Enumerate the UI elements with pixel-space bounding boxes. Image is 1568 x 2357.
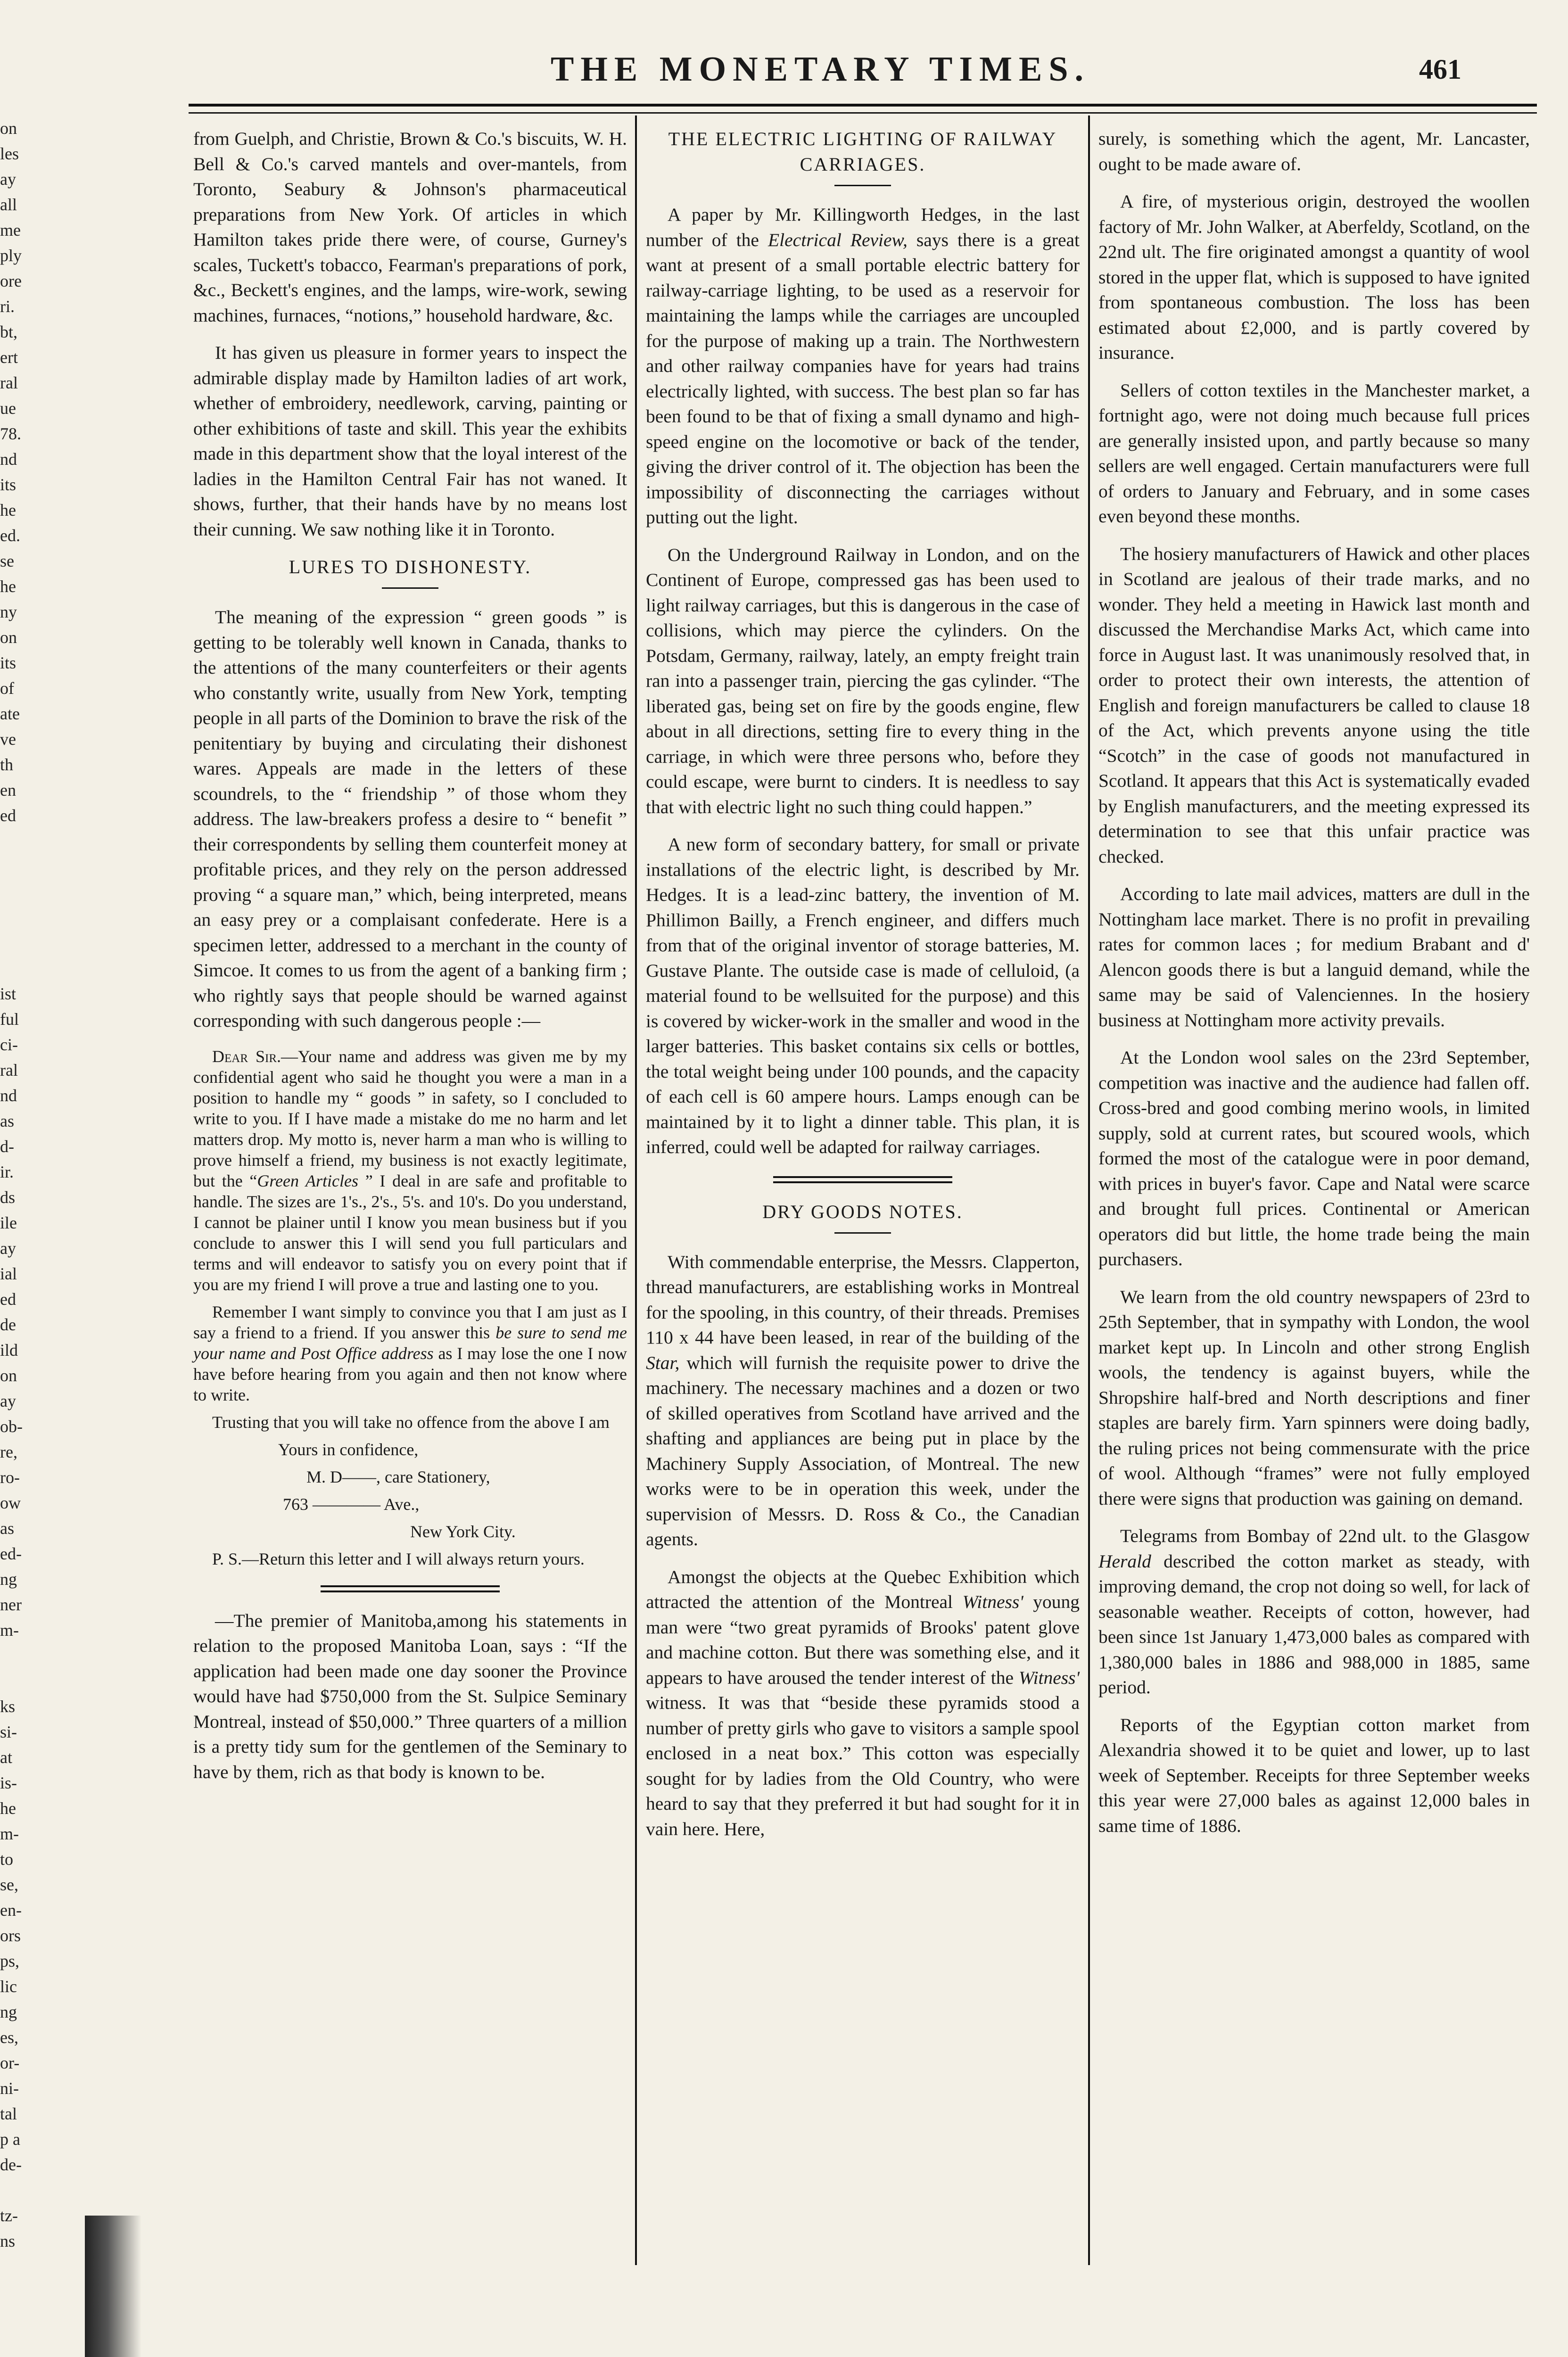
column-3: [1098, 126, 1530, 1851]
edge-fragment: en: [0, 781, 16, 799]
edge-fragment: les: [0, 144, 19, 163]
paragraph: Telegrams from Bombay of 22nd ult. to the Glasgow Herald described the cotton market as steady, with improving demand, the crop not doing so well, for lack of seasonable weather. Receipts of cotton, however, had been since 1st January 1,473,000 bales as compared with 1,380,000 bales in 1886 and 988,000 in 1885, same period.: [1098, 1525, 1530, 1698]
paragraph: The meaning of the expression “ green goods ” is getting to be tolerably well known in Canada, thanks to the attentions of the many counterfeiters or their agents who constantly write, usually from New York, tempting people in all parts of the Dominion to brave the risk of the penitentiary by buying and circulating their dishonest wares. Appeals are made in the letters of these scoundrels, to the “ friendship ” of those whom they address. The law-breakers profess a desire to “ benefit ” their correspondents by selling them counterfeit money at profitable prices, and they rely on the person addressed proving “ a square man,” which, being interpreted, means an easy prey or a complaisant confederate. Here is a specimen letter, addressed to a merchant in the county of Simcoe. It comes to us from the agent of a banking firm ; who rightly says that people should be warned against corresponding with such dangerous people :—: [193, 607, 627, 1031]
edge-fragment: is-: [0, 1773, 17, 1792]
edge-fragment: ps,: [0, 1952, 20, 1970]
heading-rule: [382, 587, 438, 589]
edge-fragment: ng: [0, 2003, 17, 2021]
letter-paragraph: Trusting that you will take no offence from the above I am: [212, 1412, 610, 1432]
edge-fragment: ni-: [0, 2079, 19, 2098]
edge-fragment: he: [0, 1799, 16, 1818]
edge-fragment: ner: [0, 1595, 22, 1614]
edge-fragment: or-: [0, 2053, 20, 2072]
paragraph: A paper by Mr. Killingworth Hedges, in the last number of the Electrical Review, says there is a great want at present of a small portable electric battery for railway-carriage lighting, to be used as a reservoir for maintaining the lamps while the carriages are uncoupled for the purpose of making up a train. The Northwestern and other railway companies have for years had trains electrically lighted, with success. The best plan so far has been found to be that of fixing a small dynamo and high-speed engine on the locomotive or back of the tender, giving the driver control of it. The objection has been the impossibility of disconnecting the carriages without putting out the light.: [646, 204, 1080, 527]
edge-fragment: ay: [0, 1239, 16, 1258]
facing-page-edge-text: [0, 115, 28, 2331]
edge-fragment: ert: [0, 348, 18, 367]
edge-fragment: tal: [0, 2104, 17, 2123]
newspaper-title: THE MONETARY TIMES.: [551, 50, 1090, 89]
edge-fragment: ed-: [0, 1544, 22, 1563]
edge-fragment: en-: [0, 1901, 22, 1920]
masthead-rule-thin: [189, 112, 1537, 114]
paragraph: According to late mail advices, matters are dull in the Nottingham lace market. There is no profit in prevailing rates for common laces ; for medium Brabant and d' Alencon goods there is but a languid demand, while the same may be said of Valenciennes. In the hosiery business at Nottingham more activity prevails.: [1098, 883, 1530, 1030]
section-double-rule: [321, 1585, 500, 1592]
paragraph: Sellers of cotton textiles in the Manchester market, a fortnight ago, were not doing much because full prices are generally insisted upon, and partly because so many sellers are well engaged. Certain manufacturers were full of orders to January and February, and in some cases even beyond these months.: [1098, 379, 1530, 527]
letter-postscript: P. S.—Return this letter and I will always return yours.: [212, 1549, 585, 1568]
edge-fragment: ro-: [0, 1468, 20, 1487]
masthead: [179, 49, 1461, 97]
column-divider: [635, 115, 637, 2265]
edge-fragment: ed: [0, 806, 16, 825]
edge-fragment: ir.: [0, 1162, 14, 1181]
edge-fragment: tz-: [0, 2206, 18, 2225]
edge-fragment: [0, 879, 28, 905]
edge-fragment: ow: [0, 1493, 21, 1512]
edge-fragment: ply: [0, 246, 22, 265]
letter-signature: 763 ———— Ave.,: [283, 1494, 420, 1514]
edge-fragment: si-: [0, 1722, 17, 1741]
edge-fragment: on: [0, 119, 17, 138]
edge-fragment: d-: [0, 1137, 14, 1156]
paragraph: A new form of secondary battery, for small or private installations of the electric light, is described by Mr. Hedges. It is a lead-zinc battery, the invention of M. Phillimon Bailly, a French engineer, and differs much from that of the original inventor of storage batteries, M. Gustave Plante. The outside case is made of celluloid, (a material found to be wellsuited for the purpose) and this is covered by wicker-work in the smaller and wood in the larger batteries. This basket contains six cells or bottles, the total weight being under 100 pounds, and the capacity of each cell is 60 ampere hours. Lamps enough can be maintained by it to light a dinner table. This plan, it is inferred, could well be adapted for railway carriages.: [646, 834, 1080, 1157]
edge-fragment: to: [0, 1850, 14, 1869]
edge-fragment: ile: [0, 1213, 17, 1232]
letter-paragraph: Remember I want simply to convince you that I am just as I say a friend to a friend. If you answer this be sure to send me your name and Post Office address as I may lose the one I now have before hearing from you again and then not know where to write.: [193, 1302, 627, 1404]
edge-fragment: at: [0, 1748, 12, 1767]
edge-fragment: nd: [0, 1086, 17, 1105]
edge-fragment: es,: [0, 2028, 18, 2047]
edge-fragment: ny: [0, 602, 17, 621]
column-2: [646, 126, 1080, 1854]
paragraph: We learn from the old country newspapers of 23rd to 25th September, that in sympathy with London, the wool market kept up. In Lincoln and other strong English wools, the tendency is against buyers, while the Shropshire half-bred and North descriptions and finer staples are barely firm. Yarn spinners were doing badly, the ruling prices not being commensurate with the price of wool. Although “frames” were not fully employed there were signs that production was gaining on demand.: [1098, 1286, 1530, 1509]
edge-fragment: ve: [0, 730, 16, 749]
heading-rule: [834, 185, 891, 186]
edge-fragment: he: [0, 501, 16, 519]
edge-fragment: ful: [0, 1010, 19, 1029]
edge-fragment: 78.: [0, 424, 21, 443]
edge-fragment: [0, 956, 28, 981]
edge-fragment: all: [0, 195, 17, 214]
edge-fragment: ore: [0, 272, 22, 290]
edge-fragment: se,: [0, 1875, 18, 1894]
edge-fragment: bt,: [0, 322, 18, 341]
edge-fragment: [0, 1668, 28, 1694]
edge-fragment: ate: [0, 704, 20, 723]
edge-fragment: its: [0, 475, 17, 494]
paragraph: It has given us pleasure in former years to inspect the admirable display made by Hamilton ladies of art work, whether of embroidery, needlework, carving, painting or other exhibitions of taste and skill. This year the exhibits made in this department show that the loyal interest of the ladies in the Hamilton Central Fair has not waned. It shows, further, that their hands have by no means lost their cunning. We saw nothing like it in Toronto.: [193, 342, 627, 540]
column-divider: [1088, 115, 1090, 2265]
edge-fragment: he: [0, 577, 16, 596]
quoted-letter: [193, 1046, 627, 1569]
binding-shadow: [85, 2216, 141, 2357]
edge-fragment: m-: [0, 1621, 19, 1640]
edge-fragment: ral: [0, 373, 18, 392]
edge-fragment: as: [0, 1519, 14, 1538]
edge-fragment: th: [0, 755, 14, 774]
letter-signature: New York City.: [410, 1522, 516, 1541]
edge-fragment: ild: [0, 1341, 18, 1360]
heading-rule: [834, 1232, 891, 1234]
edge-fragment: ed: [0, 1290, 16, 1309]
edge-fragment: nd: [0, 450, 17, 469]
paragraph: On the Underground Railway in London, and on the Continent of Europe, compressed gas has been used to light railway carriages, but this is dangerous in the case of collisions, which may pierce the cylinders. On the Potsdam, Germany, railway, lately, an empty freight train ran into a passenger train, piercing the gas cylinder. “The liberated gas, being set on fire by the goods engine, flew about in all directions, setting fire to every thing in the carriage, in which were three persons who, before they could escape, were burnt to cinders. It is needless to say that with electric light no such thing could happen.”: [646, 544, 1080, 817]
edge-fragment: ist: [0, 984, 17, 1003]
edge-fragment: ral: [0, 1061, 18, 1080]
section-double-rule: [773, 1176, 952, 1183]
edge-fragment: ial: [0, 1264, 17, 1283]
edge-fragment: de: [0, 1315, 16, 1334]
edge-fragment: lic: [0, 1977, 17, 1996]
edge-fragment: ob-: [0, 1417, 23, 1436]
paragraph: A fire, of mysterious origin, destroyed the woollen factory of Mr. John Walker, at Aberfeldy, Scotland, on the 22nd ult. The fire originated amongst a quantity of wool stored in the upper flat, which is supposed to have ignited from spontaneous combustion. The loss has been estimated about £2,000, and is partly covered by insurance.: [1098, 191, 1530, 363]
paragraph: surely, is something which the agent, Mr. Lancaster, ought to be made aware of.: [1098, 128, 1530, 174]
edge-fragment: me: [0, 221, 21, 239]
edge-fragment: ors: [0, 1926, 21, 1945]
edge-fragment: ci-: [0, 1035, 18, 1054]
edge-fragment: [0, 905, 28, 930]
edge-fragment: ng: [0, 1570, 17, 1589]
edge-fragment: its: [0, 653, 17, 672]
edge-fragment: of: [0, 679, 14, 698]
article-heading: THE ELECTRIC LIGHTING OF RAILWAY CARRIAGES.: [668, 128, 1057, 175]
letter-signature: M. D——, care Stationery,: [306, 1467, 490, 1486]
edge-fragment: as: [0, 1112, 14, 1130]
edge-fragment: re,: [0, 1442, 17, 1461]
edge-fragment: on: [0, 628, 17, 647]
edge-fragment: ks: [0, 1697, 16, 1716]
paragraph: —The premier of Manitoba,among his statements in relation to the proposed Manitoba Loan, says : “If the application had been made one day sooner the Province would have had $750,000 from the St. Sulpice Seminary Montreal, instead of $50,000.” Three quarters of a million is a pretty tidy sum for the gentlemen of the Seminary to have by them, rich as that body is known to be.: [193, 1610, 627, 1782]
page-number: 461: [1419, 54, 1461, 85]
edge-fragment: [0, 930, 28, 956]
paragraph: Reports of the Egyptian cotton market from Alexandria showed it to be quiet and lower, up to last week of September. Receipts for three September weeks this year were 27,000 bales as against 12,000 bales in same time of 1886.: [1098, 1714, 1530, 1836]
edge-fragment: ed.: [0, 526, 20, 545]
edge-fragment: ue: [0, 399, 16, 418]
letter-signature: Yours in confidence,: [278, 1440, 419, 1459]
paragraph: With commendable enterprise, the Messrs. Clapperton, thread manufacturers, are establishing works in Montreal for the spooling, in this country, of their threads. Premises 110 x 44 have been leased, in rear of the building of the Star, which will furnish the requisite power to drive the machinery. The necessary machines and a dozen or two of skilled operatives from Scotland have arrived and the shafting and appliances are being put in place by the Machinery Supply Association, of Montreal. The new works were to be in operation this week, under the supervision of Messrs. D. Ross & Co., the Canadian agents.: [646, 1251, 1080, 1549]
edge-fragment: p a: [0, 2130, 20, 2149]
column-1: [193, 126, 627, 1797]
edge-fragment: ns: [0, 2232, 16, 2250]
paragraph: At the London wool sales on the 23rd September, competition was inactive and the audience had fallen off. Cross-bred and good combing merino wools, in limited supply, sold at current rates, but scoured wools, which formed the most of the catalogue were in poor demand, with prices in buyer's favor. Cape and Natal were scarce and brought full prices. Continental or American operators did but little, the home trade being the main purchasers.: [1098, 1047, 1530, 1269]
edge-fragment: ay: [0, 1392, 16, 1410]
paragraph: Amongst the objects at the Quebec Exhibition which attracted the attention of the Montreal Witness' young man were “two great pyramids of Brooks' patent glove and machine cotton. But there was something else, and it appears to have aroused the tender interest of the Witness' witness. It was that “beside these pyramids stood a number of pretty girls who gave to visitors a sample spool enclosed in a neat box.” This cotton was especially sought for by ladies from the Old Country, who were heard to say that they preferred it but had sought for it in vain here. Here,: [646, 1566, 1080, 1839]
letter-salutation: Dear Sir.: [212, 1047, 281, 1066]
edge-fragment: ay: [0, 170, 16, 189]
edge-fragment: m-: [0, 1824, 19, 1843]
edge-fragment: ri.: [0, 297, 15, 316]
edge-fragment: de-: [0, 2155, 22, 2174]
article-heading: DRY GOODS NOTES.: [762, 1201, 963, 1222]
edge-fragment: [0, 854, 28, 879]
edge-fragment: ds: [0, 1188, 16, 1207]
article-heading: LURES TO DISHONESTY.: [289, 556, 532, 577]
edge-fragment: [0, 1643, 28, 1668]
paragraph: from Guelph, and Christie, Brown & Co.'s biscuits, W. H. Bell & Co.'s carved mantels and over-mantels, from Toronto, Seabury & Johnson's pharmaceutical preparations from New York. Of articles in which Hamilton takes pride there were, of course, Gurney's scales, Tuckett's tobacco, Fearman's preparations of pork, &c., Beckett's engines, and the lamps, wire-work, sewing machines, furnaces, “notions,” household hardware, &c.: [193, 128, 627, 326]
edge-fragment: se: [0, 552, 14, 570]
edge-fragment: on: [0, 1366, 17, 1385]
edge-fragment: [0, 828, 28, 854]
masthead-rule-thick: [189, 104, 1537, 107]
edge-fragment: [0, 2177, 28, 2203]
letter-paragraph: Dear Sir.—Your name and address was given me by my confidential agent who said he thought you were a man in a position to handle my “ goods ” in safety, so I concluded to write to you. If I have made a mistake do me no harm and let matters drop. My motto is, never harm a man who is willing to prove himself a friend, my business is not exactly legitimate, but the “Green Articles ” I deal in are safe and profitable to handle. The sizes are 1's., 2's., 5's. and 10's. Do you understand, I cannot be plainer until I know you mean business but if you conclude to answer this I will send you full particulars and terms and will endeavor to satisfy you on every point that if you are my friend I will prove a true and lasting one to you.: [193, 1047, 627, 1294]
paragraph: The hosiery manufacturers of Hawick and other places in Scotland are jealous of their trade marks, and no wonder. They held a meeting in Hawick last month and discussed the Merchandise Marks Act, which came into force in August last. It was unanimously resolved that, in order to protect their own interests, the attention of English and foreign manufacturers be called to clause 18 of the Act, which prevents anyone using the title “Scotch” in the case of goods not manufactured in Scotland. It appears that this Act is systematically evaded by English manufacturers, and the meeting expressed its determination to see that this unfair practice was checked.: [1098, 543, 1530, 867]
